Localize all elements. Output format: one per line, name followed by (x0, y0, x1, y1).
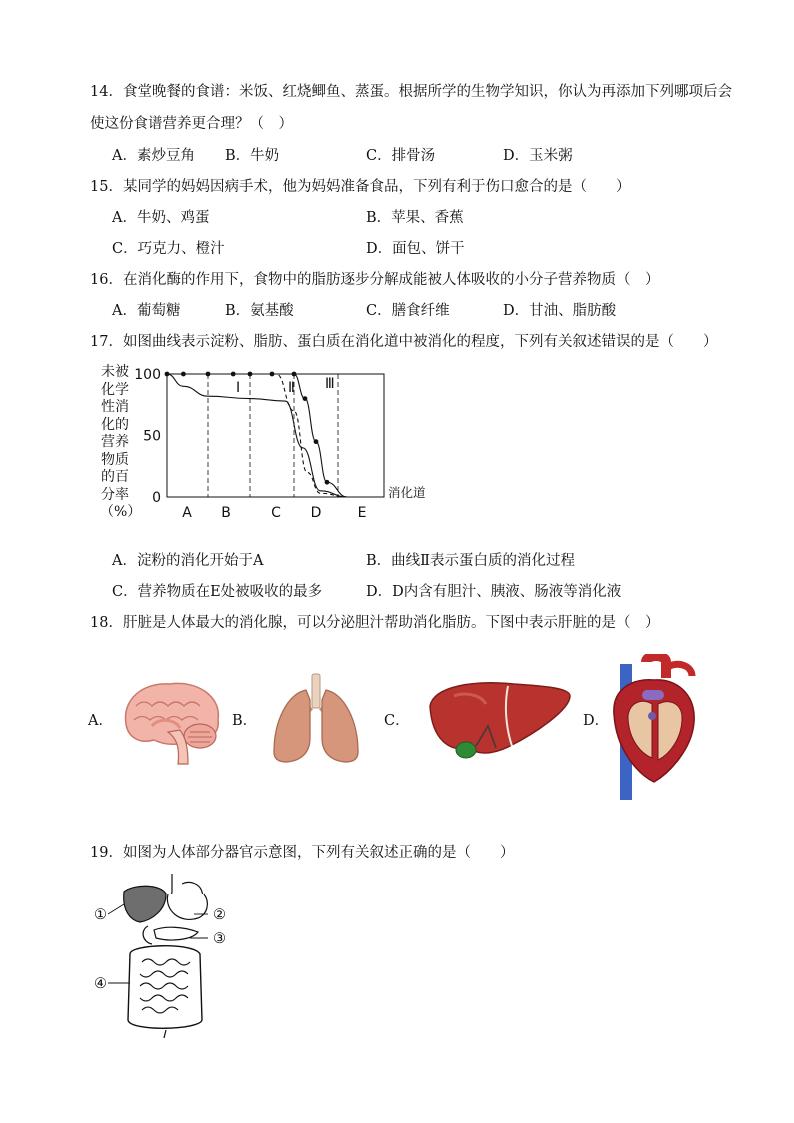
x-tick-label: A (182, 505, 192, 521)
q14-stem-line1: 14．食堂晚餐的食谱：米饭、红烧鲫鱼、蒸蛋。根据所学的生物学知识，你认为再添加下列哪项后会 (90, 84, 732, 100)
chart-frame (167, 374, 384, 497)
q15-option-a[interactable]: A．牛奶、鸡蛋 (112, 210, 210, 226)
stomach-shape (167, 894, 207, 919)
q17-option-a[interactable]: A．淀粉的消化开始于A (112, 553, 264, 569)
brain-image[interactable] (118, 676, 228, 766)
q18-stem: 18．肝脏是人体最大的消化腺，可以分泌胆汁帮助消化脂肪。下图中表示肝脏的是（ ） (90, 615, 660, 631)
x-axis-label: 消化道 (388, 485, 426, 500)
marker-4: ④ (94, 976, 107, 992)
q15-option-b[interactable]: B．苹果、香蕉 (366, 210, 464, 226)
y-tick-label: 100 (134, 367, 161, 383)
series-3-point (248, 372, 253, 377)
series-3-point (314, 439, 319, 444)
q18-label-c[interactable]: C． (384, 713, 410, 729)
series-3-point (165, 372, 170, 377)
q17-option-b[interactable]: B．曲线Ⅱ表示蛋白质的消化过程 (366, 553, 576, 569)
q14-option-b[interactable]: B．牛奶 (225, 148, 280, 164)
series-line-2 (167, 374, 347, 497)
q19-stem: 19．如图为人体部分器官示意图，下列有关叙述正确的是（ ） (90, 845, 515, 861)
marker-3: ③ (213, 931, 226, 947)
series-label: Ⅰ (236, 380, 241, 396)
small-intestine-shape (140, 959, 190, 1013)
x-tick-label: C (271, 505, 281, 521)
series-3-point (325, 480, 330, 485)
q18-label-d[interactable]: D． (583, 713, 610, 729)
y-tick-label: 0 (152, 490, 161, 506)
q16-option-a[interactable]: A．葡萄糖 (112, 303, 181, 319)
series-3-point (292, 372, 297, 377)
x-tick-label: B (221, 505, 231, 521)
large-intestine-shape (128, 946, 202, 1029)
heart-image[interactable] (606, 654, 702, 802)
q17-option-c[interactable]: C．营养物质在E处被吸收的最多 (112, 584, 323, 600)
q16-option-d[interactable]: D．甘油、脂肪酸 (503, 303, 617, 319)
q17-stem: 17．如图曲线表示淀粉、脂肪、蛋白质在消化道中被消化的程度，下列有关叙述错误的是（ ） (90, 334, 718, 350)
q16-option-c[interactable]: C．膳食纤维 (366, 303, 450, 319)
series-3-point (231, 372, 236, 377)
chart-y-axis-label: 未被化学性消化的营养物质的百分率（%） (100, 364, 142, 520)
series-3-point (206, 372, 211, 377)
x-tick-label: E (357, 505, 367, 521)
digestive-organs-diagram (90, 870, 240, 1040)
q15-option-c[interactable]: C．巧克力、橙汁 (112, 241, 225, 257)
series-3-point (181, 372, 186, 377)
liver-image[interactable] (424, 676, 574, 766)
q14-option-d[interactable]: D．玉米粥 (503, 148, 573, 164)
series-3-point (270, 372, 275, 377)
series-label: Ⅲ (325, 376, 335, 392)
series-line-3 (167, 374, 347, 497)
q15-option-d[interactable]: D．面包、饼干 (366, 241, 465, 257)
q18-label-a[interactable]: A． (88, 713, 113, 729)
q16-option-b[interactable]: B．氨基酸 (225, 303, 294, 319)
series-3-point (303, 396, 308, 401)
marker-2: ② (213, 907, 226, 923)
x-tick-label: D (310, 505, 322, 521)
y-tick-label: 50 (143, 428, 161, 445)
q18-label-b[interactable]: B． (232, 713, 258, 729)
lungs-image[interactable] (266, 672, 366, 768)
q17-option-d[interactable]: D．D内含有胆汁、胰液、肠液等消化液 (366, 584, 622, 600)
q14-option-c[interactable]: C．排骨汤 (366, 148, 436, 164)
q14-stem-line2: 使这份食谱营养更合理？（ ） (90, 116, 293, 132)
q15-stem: 15．某同学的妈妈因病手术，他为妈妈准备食品，下列有利于伤口愈合的是（ ） (90, 179, 631, 195)
series-label: Ⅱ (288, 380, 295, 396)
series-line-1 (167, 374, 347, 497)
q14-option-a[interactable]: A．素炒豆角 (112, 148, 195, 164)
marker-1: ① (94, 907, 107, 923)
liver-shape (124, 886, 166, 922)
q16-stem: 16．在消化酶的作用下，食物中的脂肪逐步分解成能被人体吸收的小分子营养物质（ ） (90, 272, 660, 288)
